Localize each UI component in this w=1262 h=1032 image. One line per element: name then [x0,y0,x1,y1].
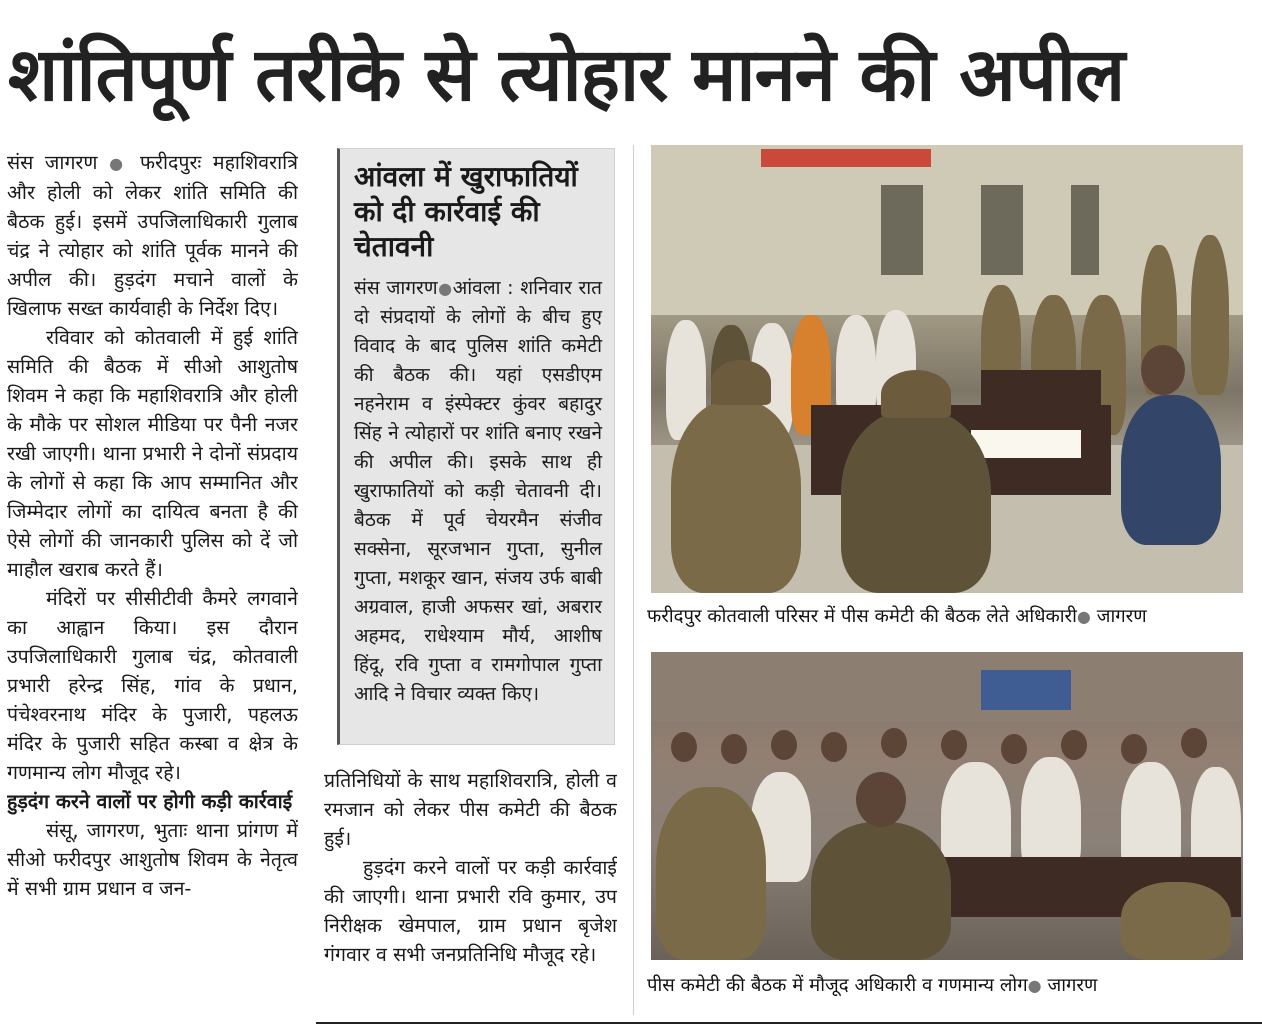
photo-head [1141,345,1185,395]
bullet-icon: ● [1027,976,1042,995]
photo-officer [656,787,766,960]
photo-credit: जागरण [1047,975,1098,996]
bullet-icon: ● [437,279,453,298]
headline: शांतिपूर्ण तरीके से त्योहार मानने की अपील [8,32,1125,118]
photo-window [1071,185,1099,275]
caption-text: पीस कमेटी की बैठक में मौजूद अधिकारी व गणमान्य लोग [647,975,1028,996]
photo-person-back [811,822,951,960]
news-photo-meeting [651,145,1243,593]
photo-officer [841,410,991,593]
photo-head [856,772,906,827]
caption-text: फरीदपुर कोतवाली परिसर में पीस कमेटी की बैठक लेते अधिकारी [647,606,1077,627]
photo-papers [971,430,1081,458]
paragraph: प्रतिनिधियों के साथ महाशिवरात्रि, होली व रमजान को लेकर पीस कमेटी की बैठक हुई। [324,769,617,850]
bullet-icon: ● [1076,607,1091,626]
bottom-rule [316,1022,1262,1024]
subheading: हुड़दंग करने वालों पर होगी कड़ी कार्रवाई [7,790,293,813]
photo-table [981,370,1101,410]
photo-banner [761,149,931,167]
photo-cap [881,370,951,418]
sidebar-story-text: आंवला : शनिवार रात दो संप्रदायों के लोगों के बीच हुए विवाद के बाद पुलिस शांति कमेटी की बैठक की। यहां एसडीएम नहनेराम व इंस्पेक्टर कुंवर बहादुर सिंह ने त्योहारों पर शांति बनाए रखने की अपील की। इसके साथ ही खुराफातियों को कड़ी चेतावनी दी। बैठक में पूर्व चेयरमैन संजीव सक्सेना, सूरजभान गुप्ता, सुनील गुप्ता, मशकूर खान, संजय उर्फ बाबी अग्रवाल, हाजी अफसर खां, अबरार अहमद, राधेश्याम मौर्य, आशीष हिंदू, रवि गुप्ता व रामगोपाल गुप्ता आदि ने विचार व्यक्त किए। [354,277,603,705]
byline: संस जागरण [354,277,438,299]
column-divider [633,145,634,1015]
sidebar-story-box [337,148,615,745]
byline: संस जागरण [7,151,98,174]
photo-person [1191,235,1229,395]
photo-caption [647,604,1147,630]
photo-cap [711,360,771,405]
sidebar-story-title: आंवला में खुराफातियों को दी कार्रवाई की चेतावनी [354,160,578,263]
news-photo-crowd [651,652,1243,960]
paragraph: हुड़दंग करने वालों पर कड़ी कार्रवाई की जाएगी। थाना प्रभारी रवि कुमार, उप निरीक्षक खेमपाल, ग्राम प्रधान बृजेश गंगवार व सभी जनप्रतिनिधि मौजूद रहे। [324,856,617,966]
photo-window [981,185,1023,275]
photo-backdrop [651,652,1243,722]
photo-officer [1121,882,1231,960]
lead-paragraph [7,148,298,323]
paragraph: मंदिरों पर सीसीटीवी कैमरे लगवाने का आह्वान किया। इस दौरान उपजिलाधिकारी गुलाब चंद्र, कोतवाली प्रभारी हरेन्द्र सिंह, गांव के प्रधान, पंचेश्वरनाथ मंदिर के पुजारी, पहलऊ मंदिर के पुजारी सहित कस्बा व क्षेत्र के गणमान्य लोग मौजूद रहे। [7,587,298,784]
dateline-text: फरीदपुरः महाशिवरात्रि और होली को लेकर शांति समिति की बैठक हुई। इसमें उपजिलाधिकारी गुलाब चंद्र ने त्योहार को शांति पूर्वक मानने की अपील की। हुड़दंग मचाने वालों के खिलाफ सख्त कार्यवाही के निर्देश दिए। [7,151,298,320]
paragraph: संसू, जागरण, भुताः थाना प्रांगण में सीओ फरीदपुर आशुतोष शिवम के नेतृत्व में सभी ग्राम प्रधान व जन- [7,819,298,900]
photo-officer [1121,395,1221,545]
paragraph: रविवार को कोतवाली में हुई शांति समिति की बैठक में सीओ आशुतोष शिवम ने कहा कि महाशिवरात्रि और होली के मौके पर सोशल मीडिया पर पैनी नजर रखी जाएगी। थाना प्रभारी ने दोनों संप्रदाय के लोगों से कहा कि आप सम्मानित और जिम्मेदार लोगों का दायित्व बनता है की ऐसे लोगों की जानकारी पुलिस को दें जो माहौल खराब करते हैं। [7,326,298,581]
article-column-left [7,148,298,1018]
sidebar-story-body [354,274,602,709]
photo-officer [671,400,801,593]
bullet-icon: ● [109,154,129,173]
photo-credit: जागरण [1096,606,1147,627]
photo-sign [981,670,1071,710]
article-column-middle [324,766,617,1016]
photo-caption [647,973,1097,999]
photo-window [881,185,923,275]
